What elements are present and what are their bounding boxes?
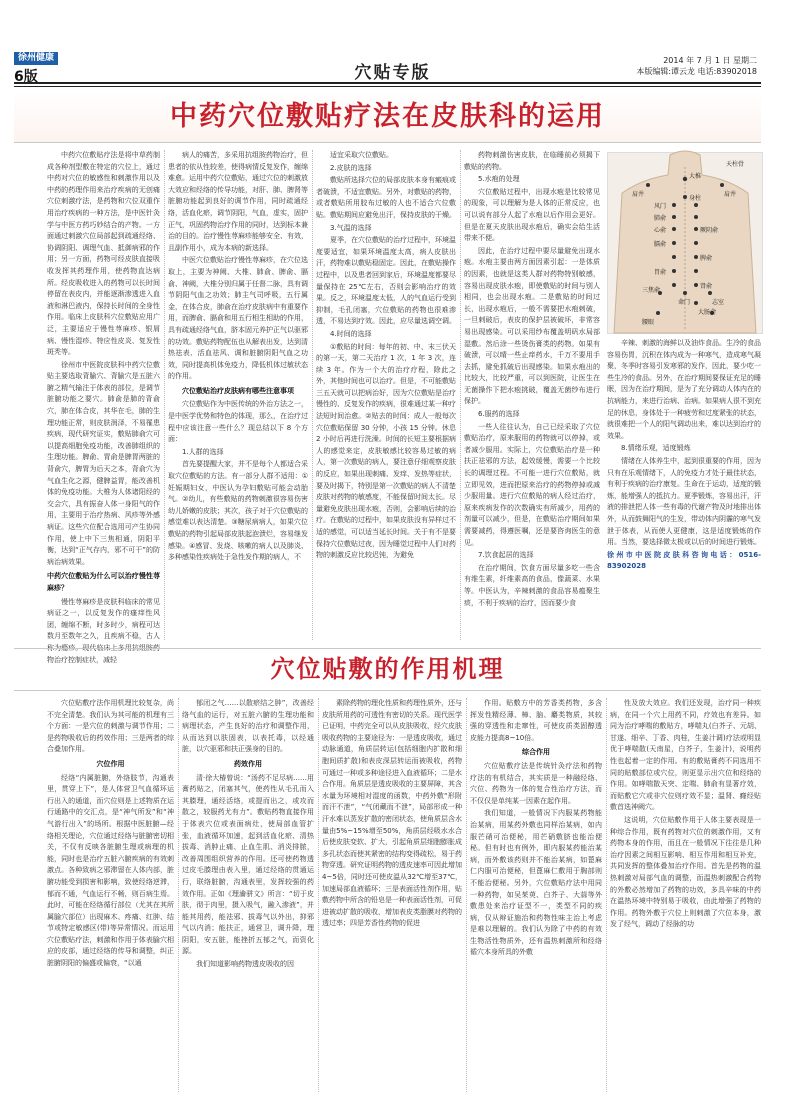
column-divider bbox=[466, 698, 467, 1092]
point-label: 脾俞 bbox=[700, 255, 713, 262]
point-label: 天柱骨 bbox=[726, 161, 745, 168]
paragraph: 作用。贴敷方中的芳香类药物，多含挥发性精经薄、樟、脑、麝类物质，其较强的穿透性和走窜性，可使皮质类固醇透皮能力提高8~10倍。 bbox=[470, 699, 602, 742]
paragraph: 因此，在治疗过程中要尽量避免出现水疱。水疱主要由两方面因素引起：一是体质的因素，也就是这类人群对药物特别敏感，容易出现皮肤水疱，即使敷贴的时间与别人相同，也会出现水疱。二是敷贴的时间过长，出现水疱后，一般不需要把水疱刺破，一旦刺破后，表皮的保护层被破坏，非常容易出现感染。可以采用纱布覆盖明矾水局部湿敷。然后涂一些烫伤膏类的药物。如果有破溃，可以晴一些止痒药水，千万不要用手去抓，避免抓破后出现感染。如果水疱出的比较大，比较严重，可以到医院，让医生在无菌操作下把水疱挑破，覆盖无菌纱布进行保护。 bbox=[464, 246, 600, 406]
article1-column-3 bbox=[316, 150, 456, 642]
paragraph: 素除药物的理化性质和药理性质外，还与皮肤所用药的可透性有密切的关系。现代医学已证明，中药完全可以从皮肤吸收，经穴皮肤吸收药物的主要途径为：一是透皮吸收，通过动脉通道，角质层转运(包括细胞内扩散和细胞间质扩散)和表皮深层转运而被吸收，药物可通过一种或多种途径进入血液循环；二是水合作用。角质层是透皮吸收的主要屏障，其含水量为环境相对湿度的函数，中药外敷“形附而汗不泄”，“气闭藏而不泄”，局部形成一种汗水难以蒸发扩散的密闭状态，使角质层含水量由5%~15%增至50%，角质层经吸水水合后使皮肤变软、扩大，引起角质层细胞膨胀成多孔状态而使其紧密的结构变得疏松，易于药物穿透。研究证明药物的透皮速率可因此增加4~5倍，同时还可使皮温从32℃增至37℃，加速局部血液循环；三是表面活性剂作用，贴敷药物中所含的铅皂是一种表面活性剂，可促进被动扩散的吸收，增加表皮类脂膜对药物的透过率；四是芳香性药物的促进 bbox=[322, 699, 462, 928]
paragraph: 一些人往往认为，自己已经采取了穴位敷贴治疗，原来服用的药物就可以停掉，或者减少服用。实际上，穴位敷贴治疗是一种扶正祛邪的方法，起效缓慢，需要一个比较长的调理过程。不可能一进行穴位敷贴，就立即见效，进而把原来治疗的药物停掉或减少服用量。进行穴位敷贴的病人经过治疗，原来疾病发作的次数确实有所减少，用药的剂量可以减少，但是，在敷贴治疗期间如果需要减药，得遵医嘱，还是要咨询医生的意见。 bbox=[464, 422, 600, 547]
paragraph: 适宜采取穴位敷贴。 bbox=[330, 151, 393, 159]
date-text: 2014 年 7 月 1 日 星期二 bbox=[663, 56, 757, 65]
paragraph: 夏季，在穴位敷贴的治疗过程中，环境温度要适宜，如果环境温度太高，病人皮肤出汗，药物难以敷贴稳固定。因此，在敷贴操作过程中，以及患者回到家后，环境温度都要尽量保持在 25℃左右，否则会影响治疗的效果。反之，环境温度太低，人的气血运行受到抑制，毛孔闭塞，穴位敷贴的药物也很难渗透，不易达到疗效。因此，应尽量选调空调。 bbox=[316, 236, 456, 326]
article1-column-1 bbox=[47, 150, 160, 664]
paragraph: 5.水疱的处理 bbox=[478, 175, 520, 184]
paragraph: 8.情绪乐观，适度锻炼 bbox=[621, 444, 691, 453]
paragraph: 3.气温的选择 bbox=[330, 223, 372, 232]
paragraph: ①敷贴的时间：每年的初、中、末三伏天的第一天，第二天治疗 1 次，1 年 3 次，连续 3 年。作为一个大的治疗疗程，除此之外，其他时间也可以治疗。但是，不可能敷贴三五天就可以把病治好，因为穴位敷贴是治疗慢性的、反复发作的疾病，很难通过某一种疗法短时间治愈。②贴去的时间：成人一般每次穴位敷贴保留 30 分钟，小孩 15 分钟。休息 2 小时后再进行洗澡。时间的长短主要根据病人的感觉来定，皮肤敏感比较容易过敏的病人，第一次敷贴的病人，要注意仔细观察皮肤的反应，如果出现刺痛、发痒、发热等症状，要及时揭下，特别是第一次敷贴的病人不清楚皮肤对药物的敏感度，不能保留时间太长。尽量避免皮肤出现水疱，否则，会影响后续的治疗。在敷贴的过程中，如果皮肤没有异样过不适的感觉，可以适当延长时间。关于有不是要保持穴位敷贴过夜，因为睡觉过程中人们对药物的刺激反应比较迟钝，为避免 bbox=[316, 342, 456, 560]
paragraph: 清·徐大椿曾说：“汤药不足尽病……用膏药贴之，闭塞其气，使药性从毛孔而入其腠理，通经活络，或提而出之，或攻而散之，较服药尤有力”。敷贴药物直接作用于体表穴位或表面病灶，使局部血管扩张，血液循环加速，起到活血化瘀、清热拔毒、消肿止痛、止血生肌、消炎排脓，改善周围组织营养的作用。还可使药物透过皮毛腠理由表入里，通过经络的贯通运行，联络脏腑，沟通表里，发挥较强的药效作用。正如《理瀹骈文》所言：“切于皮肤，彻于肉里，摄入吸气，融入渗液”，并能其用药，能祛邪、拔毒气以外出，抑邪气以内消；能扶正，通营卫，调升降，理阴阳，安五脏，能挫折五郁之气，而资化源。 bbox=[182, 773, 314, 956]
article1-column-5 bbox=[607, 338, 761, 642]
article2-column-2 bbox=[182, 698, 314, 1094]
paragraph: 穴位敷贴作为中医传统的外治方法之一，是中医学优势和特色的体现，那么，在治疗过程中应该注意一些什么？现总结以下 8 个方面： bbox=[168, 400, 308, 444]
point-label: 命门 bbox=[678, 299, 691, 306]
subheading: 综合作用 bbox=[522, 748, 550, 757]
subheading: 穴位敷贴治疗皮肤病有哪些注意事项 bbox=[182, 386, 294, 395]
column-divider bbox=[178, 698, 179, 1092]
point-label: 风门 bbox=[654, 203, 667, 210]
paragraph: 4.时间的选择 bbox=[330, 329, 372, 338]
subheading: 药效作用 bbox=[234, 759, 262, 768]
paragraph: 辛辣、刺激的海鲜以及油炸食品。生冷的食品容易伤胃，沉积在体内成为一种寒气，造成寒气凝聚，冬季时容易引发寒邪的发作，因此，要少吃一些生冷的食品。另外，在治疗期间要保证充足的睡眠，因为在治疗期间，是为了充分调动人体内在的抗病能力，来进行治病、治病。如果病人很不到充足的休息，身体处于一种疲劳和过度紧张的状态，就很难把一个人的阳气调动出来，难以达到治疗的效果。 bbox=[607, 339, 761, 440]
header-rule-thin bbox=[14, 86, 761, 87]
issue-date bbox=[636, 55, 757, 77]
point-label: 心俞 bbox=[654, 227, 667, 234]
paragraph: 穴位贴敷疗法作用机理比较复杂，尚不完全清楚。我们认为其可能的机理有三个方面：一是穴位的刺激与调节作用；二是药物吸收后的药效作用；三是两者的综合叠加作用。 bbox=[47, 699, 174, 754]
article2-column-4 bbox=[470, 698, 602, 1094]
point-label: 肩井 bbox=[724, 191, 737, 198]
header-rule-thick bbox=[14, 82, 761, 84]
column-divider bbox=[606, 698, 607, 1092]
column-divider bbox=[164, 150, 165, 640]
page-header bbox=[0, 0, 785, 92]
point-label: 三焦俞 bbox=[642, 287, 661, 294]
paragraph: 敷贴所选择穴位的局部皮肤本身有瘢痕或者破溃，不适宜敷贴。另外，对敷贴的药物，或者敷贴所用胶布过敏的人也不适合穴位敷贴。敷贴期间应避免出汗，保持皮肤的干燥。 bbox=[316, 176, 456, 219]
article1-title-rule bbox=[14, 142, 761, 143]
editor-text: 本版编辑:谭云龙 电话:83902018 bbox=[636, 67, 757, 76]
article2-title: 穴位贴敷的作用机理 bbox=[270, 655, 505, 683]
paragraph: 经络“内属脏腑，外络肢节，沟通表里，贯穿上下”，是人体营卫气血循环运行出入的通道，而穴位则是上述物质在运行通路中的交汇点，是“神气所发”和“神气游行出入”的场所。根据中医脏腑—经络相关理论，穴位通过经络与脏腑密切相关，不仅有反映各脏腑生理或病理的机能，同时也是治疗五脏六腑疾病的有效刺激点。各种致病之邪滞留在人体内部，脏腑功能受到损害和影响，致使经络逆滞，郁而不通，气血运行不畅，则百病生焉。此时，可能在经络循行部位（尤其在其所属腧穴部位）出现麻木、疼痛、红肿、结节或特定敏感区(带)等异常情况。而运用穴位敷贴疗法，刺激和作用于体表腧穴相应的皮部，通过经络的传导和调整，纠正脏腑阴阳的偏盛或偏衰，“以通 bbox=[47, 773, 174, 968]
paragraph: 中药穴位敷贴疗法是将中草药制成各种剂型敷在特定的穴位上，通过中药对穴位的敏感性和刺激作用以及中药的药理作用来治疗疾病的无创痛穴位刺激疗法，是药物和穴位双重作用治疗疾病的一种方法，是中医针灸学与中医方药巧妙结合的产物。一方面通过刺激穴位局部起到疏通经络、协调阴阳、调理气血、抵御病邪的作用；另一方面，药物可经皮肤直接吸收发挥其药理作用，使药物直达病所。经皮吸收进入的药物可以长时间停留在表皮内，并能逐渐渗透进入血液和淋巴液内，保持长时间的全身性作用。临床上皮肤科穴位敷贴应用广泛，主要适应于慢性荨麻疹、银屑病、慢性湿疹、特应性皮炎、复发性斑秃等。 bbox=[47, 151, 160, 357]
paragraph: 6.服药的选择 bbox=[478, 410, 520, 419]
point-label: 肺俞 bbox=[654, 215, 667, 222]
paragraph: 7.饮食起居的选择 bbox=[478, 551, 534, 560]
paragraph: 慢性荨麻疹是皮肤科临床的常见病证之一，以反复发作的瘙痒性风团，缠绵不断，时多时少，病程可达数月至数年之久，且疾病不稳，古人称为瘾疹。现代临床上多用抗组胺药物治疗控制症状，减轻 bbox=[47, 597, 160, 664]
acupoint-back-figure bbox=[607, 152, 763, 334]
article1-column-4 bbox=[464, 150, 600, 642]
paragraph: 这说明，穴位贴敷作用于人体主要表现是一种综合作用，既有药物对穴位的刺激作用，又有药物本身的作用，而且在一般情况下往往是几种治疗因素之间相互影响、相互作用和相互补充，共同发挥的整体叠加治疗作用。首先是药物的温热刺激对局部气血的调整，而温热刺激配合药物的外敷必然增加了药物的功效，多具辛味的中药在温热环境中特别易于吸收，由此增强了药物的作用。药物外敷于穴位上则刺激了穴位本身，激发了经气，调动了经脉的功 bbox=[610, 815, 761, 929]
column-divider bbox=[318, 698, 319, 1092]
paragraph: 中医穴位敷贴治疗慢性荨麻疹，在穴位选取上，主要为神阙、大椎、肺俞、脾俞、膈俞、神阙，大椎分别归属于任督二脉，具有调节阴阳气血之功效；肺主气司呼吸，五行属金，在体合皮，肺俞在治疗皮肤病中有重要作用，而脾俞、膈俞和用五行相生相助的作用，具有疏通经络气血，脐本固元养护正气以驱邪的功效。敷贴药物配伍也从解表出发，达到清热祛表、活血祛风、调和脏腑阴阳气血之功效，同时提高机体免疫力，降低机体过敏状态的作用。 bbox=[168, 256, 308, 381]
point-label: 膈俞 bbox=[654, 241, 667, 248]
point-label: 肾俞 bbox=[700, 283, 713, 290]
paragraph: 1.人群的选择 bbox=[182, 447, 224, 456]
article1-column-2 bbox=[168, 150, 308, 642]
point-label: 志室 bbox=[712, 299, 725, 306]
paragraph: 穴位敷贴过程中，出现水疱是比较常见的现象，可以理解为是人体的正常反应，也可以说有部分人起了水疱以后作用会更好。但是在夏天皮肤出现水疱后，确实会给生活带来不便。 bbox=[464, 187, 600, 243]
section-title: 穴贴专版 bbox=[354, 63, 431, 83]
point-label: 厥阴俞 bbox=[700, 227, 719, 234]
edition-number: 6版 bbox=[14, 69, 38, 85]
column-divider bbox=[460, 150, 461, 640]
article2-title-rule-bottom bbox=[14, 690, 761, 691]
subheading: 穴位作用 bbox=[96, 759, 125, 768]
point-label: 身柱 bbox=[689, 195, 702, 202]
point-label: 腰眼 bbox=[642, 319, 655, 326]
paragraph: 情绪在人体养生中，起到很重要的作用，因为只有在乐观情绪下，人的免疫力才处于最佳状态，有利于疾病的治疗康复。生命在于运动，适度的锻炼，能增强人的抵抗力。夏季锻炼，容易出汗，汗液的排泄把人体一些有毒的代谢产物及时地排出体外，从而鼓舞阳气的生发，带动体内阴霾的寒气发泄于体表，从而使人更健康，这是适度锻炼的作用。当然，要选择微太极或以后的时间进行锻炼。 bbox=[607, 456, 761, 547]
paragraph: 我们知道，一般情况下内服某药物能治某病，用某药外敷也同样治某病，如内服芒硝可治便秘，用芒硝敷脐也能治便秘。但有时也有例外，即内服某药能治某病，而外敷该药则并不能治某病，如蓖麻仁内服可治便秘，但蓖麻仁敷用于胸部则不能治便秘。另外，穴位敷贴疗法中用同一种药物，如吴茱萸、白芥子、大蒜等外敷患处来治疗证型不一，类型不同的疾病，仅从辩证施治和药物性味主治上考虑是难以理解的。我们认为除了中药的有效生物活性物质外，还有温热刺激所和经络循穴本身所具的外敷 bbox=[470, 809, 602, 957]
paragraph: 徐州市中医院皮肤科中药穴位敷贴主要选取背腧穴、背腧穴是五脏六腑之精气输注于体表的部位，是调节脏腑功能之要穴。肺俞是肺的背俞穴，肺在体合皮，其华在毛，肺的生理功能正常，则皮肤润泽，不易罹患疾病，现代研究证实，敷贴肺俞穴可以提高细胞免疫功能，改善肺组织的生理功能。脾俞、胃俞是脾胃两脏的背俞穴，脾胃为后天之本，背俞穴为气血生化之源，健脾益胃，能改善机体的免疫功能。大椎为人体诸阳经的交会穴，具有振奋人体一身阳气的作用，主要用于治疗热病、风疹等外感病证。这些穴位配合选用可产生协同作用，使上中下三焦相通，阴阳平衡，达到“正气存内，邪不可干”的防病治病效果。 bbox=[47, 360, 160, 566]
paper-name: 徐州健康 bbox=[14, 52, 58, 65]
article2-column-1 bbox=[47, 698, 174, 1094]
subheading: 中药穴位敷贴为什么可以治疗慢性荨麻疹？ bbox=[47, 572, 160, 592]
paragraph: 2.皮肤的选择 bbox=[330, 163, 372, 172]
paragraph: 病人的痛苦，多采用抗组胺药物治疗，但患者的依从性较差，使得病情反复发作，缠绵难愈。运用中药穴位敷贴，通过穴位的刺激放大效应和经络的传导功能，对肝、肺、脾肾等脏腑功能起到良好的调节作用，同时疏通经络，活血化瘀，调节阴阳，气血，虚实，固护正气，巩固药物治疗作用的同时，达到标本兼治的目的。治疗慢性荨麻疹能够安全、有效，且副作用小，成为本病的新选择。 bbox=[168, 151, 308, 252]
paragraph: 在治疗期间，饮食方面尽量多吃一些含有维生素，纤维素高的食品，像蔬菜、水果等。中医认为，辛辣刺激的食品容易瘟聚生痰，不利于疾病的治疗，因而要少食 bbox=[464, 563, 600, 607]
paragraph: 药物刺激伤害皮肤，在临睡前必须揭下敷贴的药物。 bbox=[464, 151, 600, 171]
contact-line: 徐州市中医院皮肤科咨询电话：0516-83902028 bbox=[607, 550, 761, 571]
point-label: 大肠俞 bbox=[698, 309, 717, 316]
paragraph: 首先要提醒大家，并不是每个人都适合采取穴位敷贴的方法。有一部分人群不适用：①妊娠期妇女，中医认为孕妇敷贴可能会动胎气。②幼儿，有些敷贴的药物刺激很容易伤害幼儿娇嫩的皮肤；其次，孩子对于穴位敷贴的感觉难以表达清楚。③糖尿病病人，如果穴位敷贴的药物引起局部皮肤起泡溃烂，容易继发感染。④感冒、发烧、咳嗽的病人以及肺炎、多种感染性疾病处于急性发作期的病人，不 bbox=[168, 460, 308, 562]
point-label: 胃俞 bbox=[654, 269, 667, 276]
paragraph: 郁闭之气……以散瘀结之肿”，改善经络气血的运行，对五脏六腑的生理功能和病理状态，产生良好的治疗和调整作用，从而达到以肤固表，以表托毒，以经通脏，以穴驱邪和扶正强身的目的。 bbox=[182, 699, 314, 754]
column-divider bbox=[312, 150, 313, 640]
point-label: 大椎 bbox=[689, 173, 702, 180]
paragraph: 我们知道影响药物透皮吸收的因 bbox=[196, 960, 294, 969]
paragraph: 穴位贴敷疗法是传统针灸疗法和药物疗法的有机结合，其实质是一种融经络、穴位、药物为一体的复合性治疗方法，而不仅仅是单纯某一因素在起作用。 bbox=[470, 761, 602, 805]
point-label: 肩井 bbox=[632, 191, 645, 198]
article1-title: 中药穴位敷贴疗法在皮肤科的运用 bbox=[14, 92, 761, 142]
paragraph: 性及放大效应。我们还发现，治疗同一种疾病，在同一个穴上用药不同，疗效也有差异。如同为治疗哮喘的敷贴方，哮喘丸(白芥子、元胡、甘遂、细辛、丁香、肉桂，生姜汁调)疗法或明显优于哮喘散(天南星，白芥子，生姜汁)，说明药性也起着一定的作用。有的敷贴膏药不同选用不同的贴敷部位或穴位，则更显示出穴位和经络的作用。如哮喘散天突、定喘、肺俞有显著疗效，而贴敷它穴或非穴位则疗效不显；温肾、癃经贴敷首选神阙穴。 bbox=[610, 699, 761, 812]
back-silhouette-illustration bbox=[608, 153, 762, 333]
article2-column-5 bbox=[610, 698, 761, 1094]
article2-column-3 bbox=[322, 698, 462, 1094]
